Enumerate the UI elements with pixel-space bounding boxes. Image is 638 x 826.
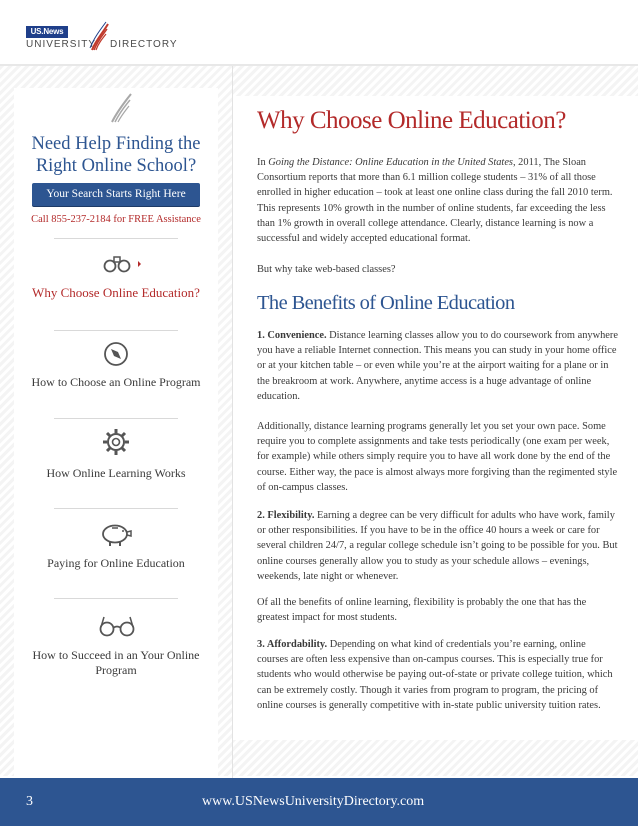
binoculars-icon[interactable] [103,252,143,274]
content-bottom-band [232,740,638,776]
page-title: Why Choose Online Education? [257,107,566,134]
sidebar-item-succeed[interactable]: How to Succeed in an Your Online Program [32,648,200,677]
usnews-logo[interactable]: US.News [26,26,68,38]
affordability-heading: 3. Affordability. [257,639,328,650]
intro-paragraph [257,155,619,246]
search-start-button[interactable]: Your Search Starts Right Here [32,183,200,206]
sidebar-divider [54,508,178,509]
intro-text: , 2011, The Sloan Consortium reports that more than 6.1 million college students – 31% of all those enrolled in higher education – took at least one online class during the fall 2010 term. This represents 10% growth in the number of online students, far exceeding the less than 1% growth in overall college attendance. Clearly, distance learning is now a successful and widely accepted educational format. [257,157,613,245]
convenience-text: Distance learning classes allow you to do coursework from anywhere you have a reliable Internet connection. This means you can study in your home office or at your kitchen table – or even while you’re at the airport waiting for a plane or in the breakroom at work. Anywhere, anytime access is a huge advantage of online education. [257,330,618,402]
question-paragraph: But why take web-based classes? [257,264,396,275]
logo-swoosh-icon [88,20,110,52]
flexibility-paragraph [257,508,619,584]
column-divider [232,66,233,778]
affordability-paragraph [257,637,619,713]
sidebar-divider [54,418,178,419]
gear-icon[interactable] [102,428,130,456]
content-top-band [232,66,638,96]
phone-assistance[interactable]: Call 855-237-2184 for FREE Assistance [31,214,201,225]
page-number: 3 [26,794,33,809]
flexibility-summary-paragraph [257,595,619,625]
sidebar-divider [54,238,178,239]
intro-prefix: In [257,157,269,168]
pace-paragraph [257,419,619,495]
sidebar-divider [54,330,178,331]
section-title: The Benefits of Online Education [257,292,515,314]
sidebar-item-why-choose[interactable]: Why Choose Online Education? [32,285,200,300]
convenience-heading: 1. Convenience. [257,330,327,341]
brand-university-text: UNIVERSITY [26,39,97,50]
convenience-paragraph [257,328,619,404]
flexibility-summary-text: Of all the benefits of online learning, flexibility is probably the one that has the greatest impact for most students. [257,597,587,624]
intro-source-title: Going the Distance: Online Education in the United States [268,157,513,168]
piggy-bank-icon[interactable] [98,520,134,548]
glasses-icon[interactable] [98,613,136,639]
footer-url-link[interactable]: www.USNewsUniversityDirectory.com [202,794,425,809]
brand-directory-text: DIRECTORY [110,39,178,50]
sidebar-headline: Need Help Finding the Right Online School? [31,134,201,176]
sidebar-divider [54,598,178,599]
sidebar-item-paying[interactable]: Paying for Online Education [47,556,185,570]
affordability-text: Depending on what kind of credentials you’re earning, online courses are often less expensive than on-campus courses. This is especially true for students who would otherwise be paying out-of-state or private college tuition, which can be extremely costly. Though it varies from program to program, the pricing of online courses is generally competitive with in-state public university tuition rates. [257,639,613,711]
logo-mark-icon [108,90,134,124]
flexibility-text: Earning a degree can be very difficult for adults who have work, family or other responsibilities. If you have to be in the office 40 hours a week or care for several children 24/7, a regular college schedule isn’t going to be possible for you. But online courses generally allow you to study as your schedule allows – evenings, weekends, late night or whenever. [257,510,618,582]
pace-text: Additionally, distance learning programs generally let you set your own pace. Some require you to complete assignments and take tests periodically (one exam per week, for example) while others simply require you to have all work done by the end of the course. Either way, the pace is almost always more forgiving than the regimented style of on-campus classes. [257,421,618,493]
sidebar-item-choose-program[interactable]: How to Choose an Online Program [31,375,201,389]
flexibility-heading: 2. Flexibility. [257,510,315,521]
compass-icon[interactable] [102,340,130,368]
header [0,0,638,66]
sidebar-item-learning-works[interactable]: How Online Learning Works [46,466,186,480]
